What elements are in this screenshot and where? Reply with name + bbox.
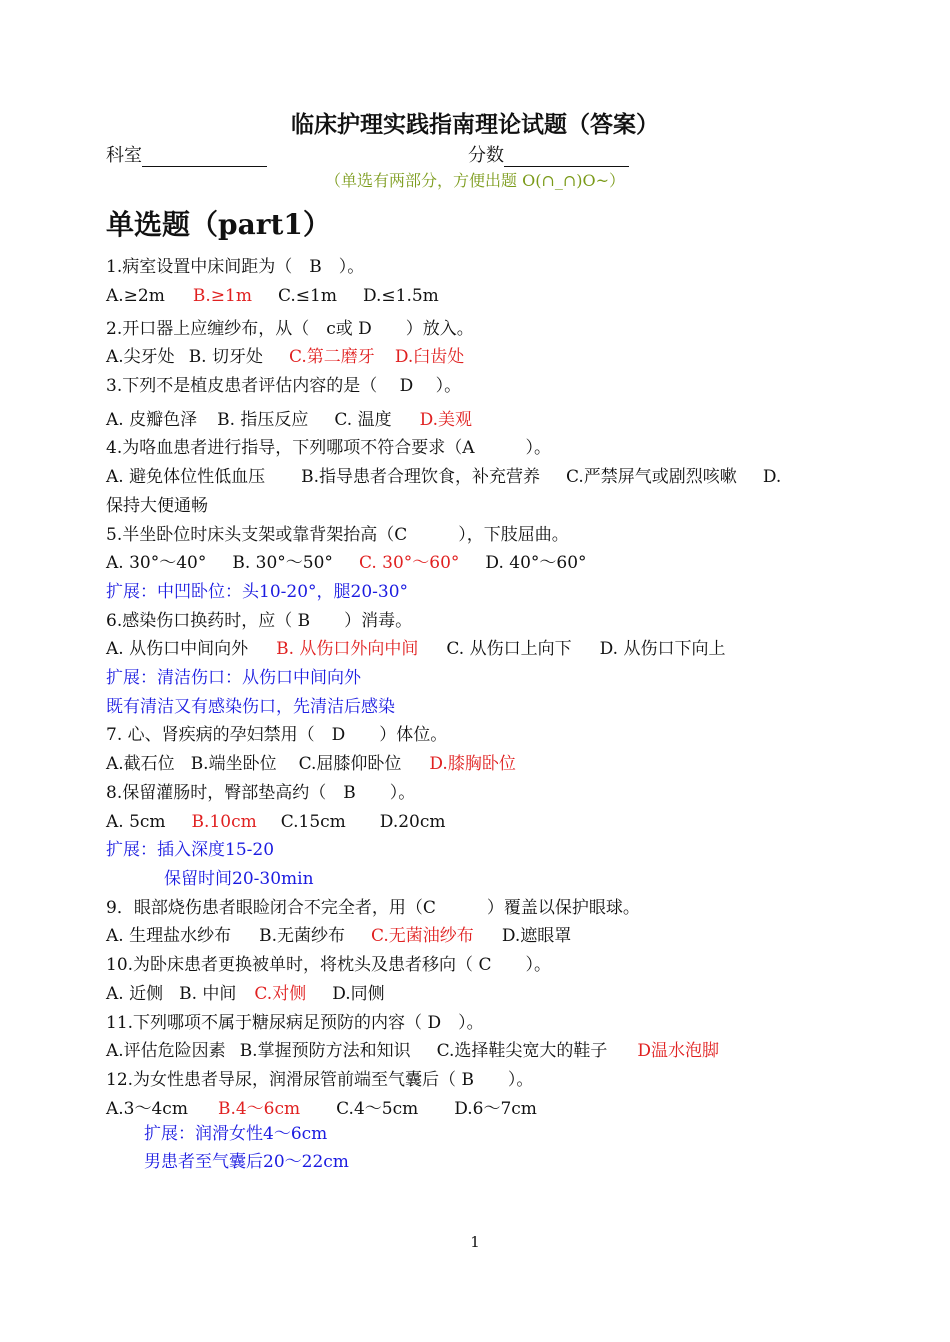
option-d: D. 从伤口下向上 (599, 639, 726, 659)
option-d-answer: D.膝胸卧位 (429, 754, 516, 774)
note: （单选有两部分，方便出题 O(∩_∩)O~） (324, 171, 626, 190)
question-4-options (106, 466, 781, 488)
option-c: C.4～5cm (336, 1099, 419, 1119)
option-b: B. 切牙处 (188, 347, 263, 367)
option-b: B. 中间 (179, 984, 237, 1004)
option-b-answer: B.≥1m (192, 286, 252, 306)
question-11-options (106, 1040, 719, 1062)
question-8-extension-2: 保留时间20-30min (164, 869, 314, 889)
question-6-extension-2: 既有清洁又有感染伤口，先清洁后感染 (106, 697, 395, 717)
question-12-stem: 12.为女性患者导尿，润滑尿管前端至气囊后（ B ）。 (106, 1070, 534, 1090)
dept-field (106, 141, 267, 167)
option-c: C. 从伤口上向下 (446, 639, 572, 659)
option-d: D.6～7cm (454, 1099, 537, 1119)
option-b: B.无菌纱布 (259, 926, 345, 946)
question-7-options (106, 753, 516, 775)
option-a: A.≥2m (106, 286, 165, 306)
question-12-extension-2: 男患者至气囊后20～22cm (144, 1152, 349, 1172)
question-5-stem: 5.半坐卧位时床头支架或靠背架抬高（C ），下肢屈曲。 (106, 525, 569, 545)
question-6-extension-1: 扩展：清洁伤口：从伤口中间向外 (106, 668, 361, 688)
question-11-stem: 11.下列哪项不属于糖尿病足预防的内容（ D ）。 (106, 1013, 484, 1033)
option-b: B. 指压反应 (217, 410, 309, 430)
option-c-answer: C.第二磨牙 (289, 347, 375, 367)
question-6-stem: 6.感染伤口换药时，应（ B ）消毒。 (106, 611, 413, 631)
option-c: C.屈膝仰卧位 (298, 754, 402, 774)
question-12-extension-1: 扩展：润滑女性4～6cm (144, 1124, 328, 1144)
question-1-options (106, 285, 439, 307)
option-d: D.同侧 (332, 984, 385, 1004)
option-a: A.尖牙处 (106, 347, 175, 367)
option-a: A.3～4cm (106, 1099, 188, 1119)
option-c: C. 温度 (334, 410, 392, 430)
option-d-answer: D.臼齿处 (394, 347, 465, 367)
dept-label: 科室 (106, 145, 142, 166)
option-b-answer: B.10cm (191, 812, 257, 832)
option-a: A. 近侧 (106, 984, 164, 1004)
option-a: A. 皮瓣色泽 (106, 410, 198, 430)
question-2-stem: 2.开口器上应缠纱布，从（ c或 D ）放入。 (106, 319, 474, 339)
option-b: B. 30°～50° (232, 553, 333, 573)
question-2-options (106, 346, 464, 368)
option-d: D. (762, 467, 782, 487)
option-b: B.端坐卧位 (190, 754, 277, 774)
option-b: B.指导患者合理饮食，补充营养 (301, 467, 540, 487)
question-1-stem: 1.病室设置中床间距为（ B ）。 (106, 257, 365, 277)
option-b-answer: B. 从伤口外向中间 (276, 639, 419, 659)
question-3-stem: 3.下列不是植皮患者评估内容的是（ D ）。 (106, 376, 462, 396)
option-d: D.≤1.5m (362, 286, 439, 306)
option-a: A. 30°～40° (106, 553, 207, 573)
option-c-answer: C.无菌油纱布 (371, 926, 474, 946)
score-label: 分数 (468, 145, 504, 166)
option-b: B.掌握预防方法和知识 (239, 1041, 411, 1061)
question-8-stem: 8.保留灌肠时，臀部垫高约（ B ）。 (106, 783, 416, 803)
question-4-option-d-text: 保持大便通畅 (106, 496, 208, 516)
question-12-options (106, 1098, 537, 1120)
score-underline (504, 148, 629, 167)
score-field (468, 141, 629, 167)
option-c: C.≤1m (277, 286, 337, 306)
option-c: C.15cm (280, 812, 346, 832)
option-a: A.截石位 (106, 754, 175, 774)
question-6-options (106, 638, 725, 660)
question-4-stem: 4.为咯血患者进行指导，下列哪项不符合要求（A ）。 (106, 438, 551, 458)
option-c: C.选择鞋尖宽大的鞋子 (436, 1041, 608, 1061)
page-title: 临床护理实践指南理论试题（答案） (291, 111, 659, 138)
option-a: A. 生理盐水纱布 (106, 926, 232, 946)
option-a: A.评估危险因素 (106, 1041, 226, 1061)
question-3-options (106, 409, 472, 431)
question-7-stem: 7. 心、肾疾病的孕妇禁用（ D ）体位。 (106, 725, 448, 745)
option-d: D.20cm (379, 812, 446, 832)
option-c-answer: C. 30°～60° (358, 553, 460, 573)
option-d-answer: D温水泡脚 (637, 1041, 720, 1061)
option-c: C.严禁屏气或剧烈咳嗽 (566, 467, 737, 487)
question-9-options (106, 925, 571, 947)
question-5-extension: 扩展：中凹卧位：头10-20°，腿20-30° (106, 582, 409, 602)
option-a: A. 5cm (106, 812, 166, 832)
page-number: 1 (470, 1233, 480, 1251)
option-d: D.遮眼罩 (501, 926, 572, 946)
option-b-answer: B.4～6cm (217, 1099, 301, 1119)
section-title: 单选题（part1） (106, 208, 331, 241)
question-5-options (106, 552, 587, 574)
question-8-extension-1: 扩展：插入深度15-20 (106, 840, 275, 860)
option-a-answer: A. 避免体位性低血压 (106, 467, 266, 487)
question-9-stem: 9．眼部烧伤患者眼睑闭合不完全者，用（C ）覆盖以保护眼球。 (106, 898, 640, 918)
question-8-options (106, 811, 446, 833)
option-c-answer: C.对侧 (254, 984, 307, 1004)
option-d-answer: D.美观 (419, 410, 473, 430)
option-a: A. 从伤口中间向外 (106, 639, 249, 659)
dept-underline (142, 148, 267, 167)
question-10-stem: 10.为卧床患者更换被单时，将枕头及患者移向（ C ）。 (106, 955, 551, 975)
question-10-options (106, 983, 385, 1005)
option-d: D. 40°～60° (485, 553, 587, 573)
